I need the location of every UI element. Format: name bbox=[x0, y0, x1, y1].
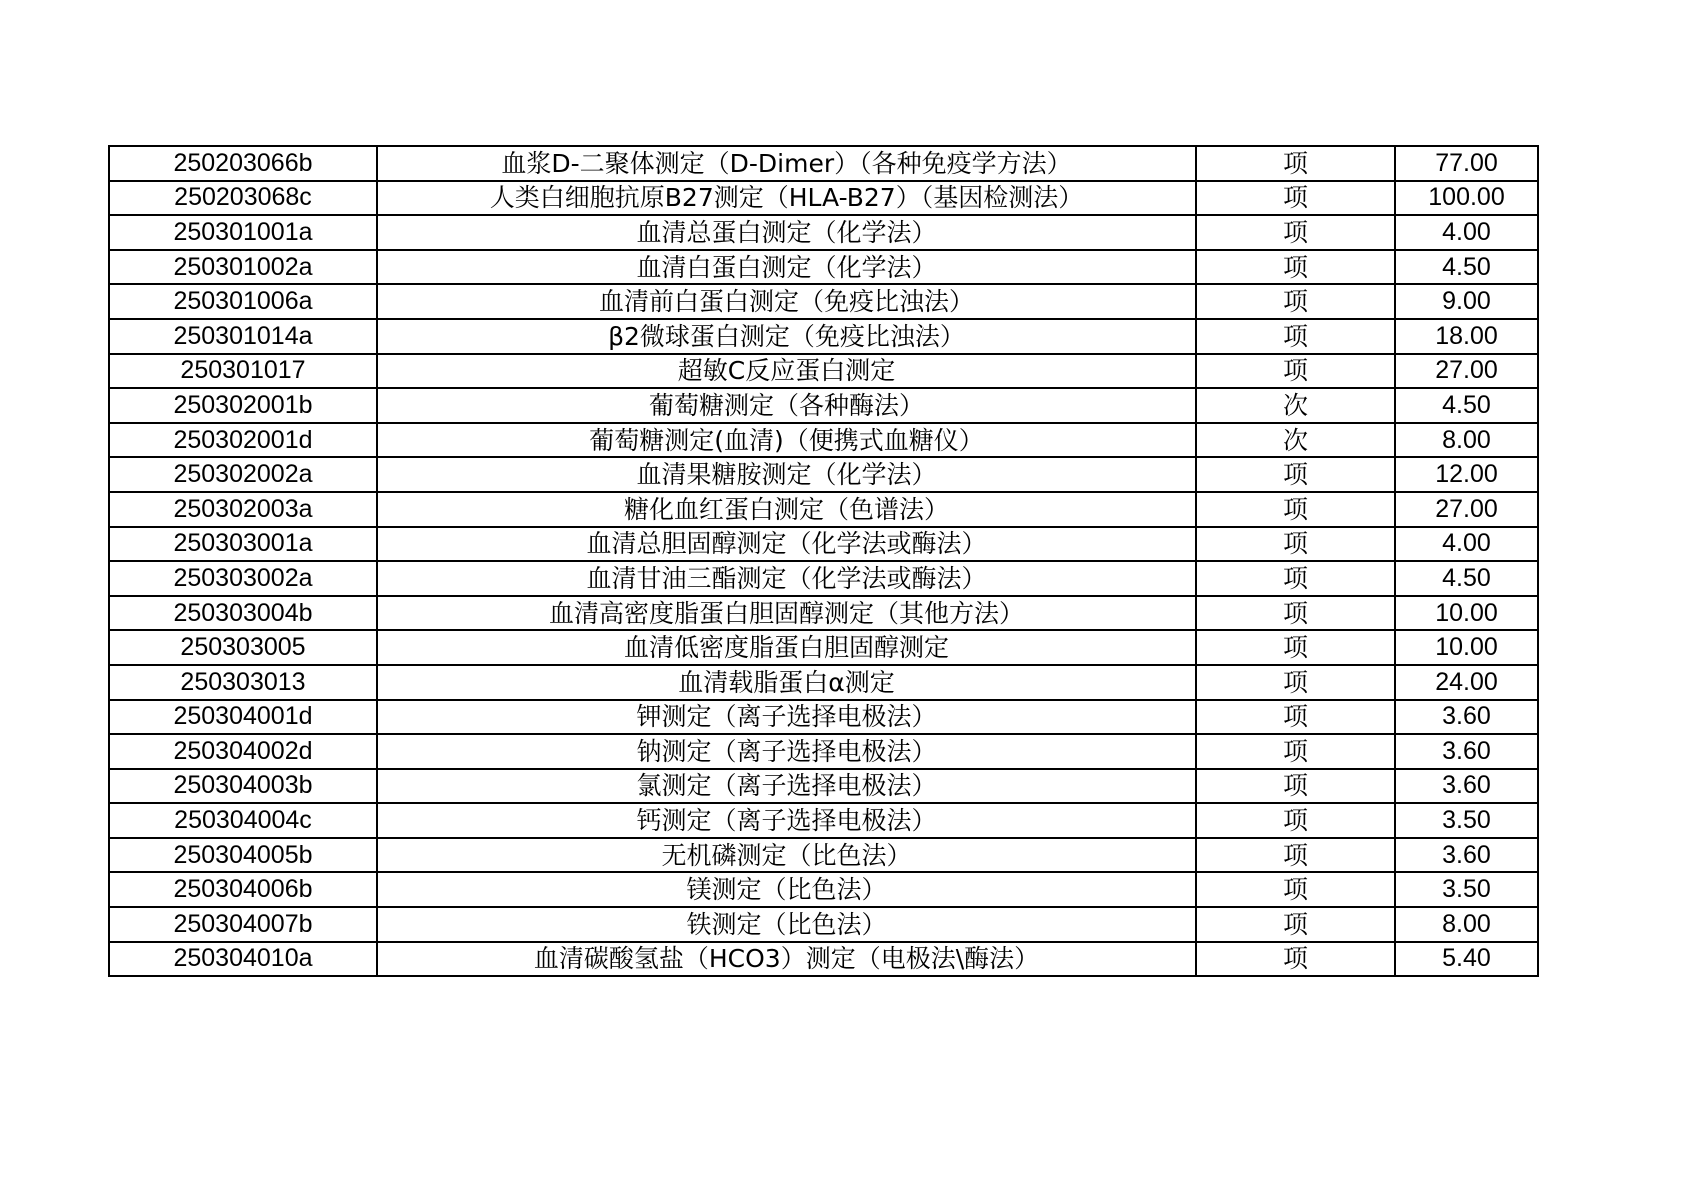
table-row bbox=[109, 250, 1538, 285]
item-price-cell: 3.60 bbox=[1395, 700, 1538, 735]
item-name-cell: 人类白细胞抗原B27测定（HLA-B27）（基因检测法） bbox=[377, 181, 1196, 216]
table-row bbox=[109, 596, 1538, 631]
item-code-cell: 250301001a bbox=[109, 215, 377, 250]
item-unit-cell: 次 bbox=[1196, 423, 1395, 458]
item-name-cell: 血清前白蛋白测定（免疫比浊法） bbox=[377, 284, 1196, 319]
item-code-cell: 250303013 bbox=[109, 665, 377, 700]
item-price-cell: 3.60 bbox=[1395, 769, 1538, 804]
item-name-cell: 血清甘油三酯测定（化学法或酶法） bbox=[377, 561, 1196, 596]
table-row bbox=[109, 319, 1538, 354]
table-row bbox=[109, 457, 1538, 492]
table-row bbox=[109, 561, 1538, 596]
item-name-cell: 葡萄糖测定(血清)（便携式血糖仪） bbox=[377, 423, 1196, 458]
item-unit-cell: 项 bbox=[1196, 181, 1395, 216]
item-price-cell: 9.00 bbox=[1395, 284, 1538, 319]
item-code-cell: 250203068c bbox=[109, 181, 377, 216]
item-name-cell: 无机磷测定（比色法） bbox=[377, 838, 1196, 873]
item-price-cell: 5.40 bbox=[1395, 942, 1538, 977]
item-unit-cell: 项 bbox=[1196, 319, 1395, 354]
item-price-cell: 10.00 bbox=[1395, 596, 1538, 631]
table-row bbox=[109, 769, 1538, 804]
item-code-cell: 250304003b bbox=[109, 769, 377, 804]
item-code-cell: 250303004b bbox=[109, 596, 377, 631]
item-code-cell: 250301006a bbox=[109, 284, 377, 319]
item-unit-cell: 项 bbox=[1196, 354, 1395, 389]
item-unit-cell: 项 bbox=[1196, 872, 1395, 907]
item-name-cell: 血清总蛋白测定（化学法） bbox=[377, 215, 1196, 250]
item-price-cell: 4.50 bbox=[1395, 388, 1538, 423]
item-unit-cell: 项 bbox=[1196, 665, 1395, 700]
table-row bbox=[109, 803, 1538, 838]
item-name-cell: 血清果糖胺测定（化学法） bbox=[377, 457, 1196, 492]
item-unit-cell: 项 bbox=[1196, 769, 1395, 804]
item-name-cell: β2微球蛋白测定（免疫比浊法） bbox=[377, 319, 1196, 354]
item-unit-cell: 项 bbox=[1196, 284, 1395, 319]
table-row bbox=[109, 907, 1538, 942]
item-code-cell: 250302001b bbox=[109, 388, 377, 423]
item-code-cell: 250302003a bbox=[109, 492, 377, 527]
item-price-cell: 3.50 bbox=[1395, 872, 1538, 907]
item-name-cell: 血清白蛋白测定（化学法） bbox=[377, 250, 1196, 285]
table-row bbox=[109, 354, 1538, 389]
table-body bbox=[109, 146, 1538, 976]
item-code-cell: 250303005 bbox=[109, 630, 377, 665]
table-row bbox=[109, 700, 1538, 735]
item-unit-cell: 项 bbox=[1196, 907, 1395, 942]
item-code-cell: 250304001d bbox=[109, 700, 377, 735]
item-code-cell: 250303002a bbox=[109, 561, 377, 596]
item-price-cell: 4.50 bbox=[1395, 250, 1538, 285]
item-name-cell: 血清总胆固醇测定（化学法或酶法） bbox=[377, 527, 1196, 562]
item-code-cell: 250301002a bbox=[109, 250, 377, 285]
item-code-cell: 250303001a bbox=[109, 527, 377, 562]
item-name-cell: 氯测定（离子选择电极法） bbox=[377, 769, 1196, 804]
item-code-cell: 250302002a bbox=[109, 457, 377, 492]
item-name-cell: 血清高密度脂蛋白胆固醇测定（其他方法） bbox=[377, 596, 1196, 631]
item-unit-cell: 项 bbox=[1196, 596, 1395, 631]
table-row bbox=[109, 838, 1538, 873]
item-name-cell: 超敏C反应蛋白测定 bbox=[377, 354, 1196, 389]
item-unit-cell: 次 bbox=[1196, 388, 1395, 423]
item-code-cell: 250304002d bbox=[109, 734, 377, 769]
item-code-cell: 250301014a bbox=[109, 319, 377, 354]
item-price-cell: 100.00 bbox=[1395, 181, 1538, 216]
item-price-cell: 3.50 bbox=[1395, 803, 1538, 838]
table-row bbox=[109, 146, 1538, 181]
item-unit-cell: 项 bbox=[1196, 630, 1395, 665]
item-code-cell: 250304004c bbox=[109, 803, 377, 838]
item-price-cell: 27.00 bbox=[1395, 492, 1538, 527]
item-price-cell: 4.00 bbox=[1395, 215, 1538, 250]
item-price-cell: 8.00 bbox=[1395, 423, 1538, 458]
item-price-cell: 10.00 bbox=[1395, 630, 1538, 665]
table-row bbox=[109, 527, 1538, 562]
item-name-cell: 钙测定（离子选择电极法） bbox=[377, 803, 1196, 838]
table-row bbox=[109, 665, 1538, 700]
item-code-cell: 250302001d bbox=[109, 423, 377, 458]
item-name-cell: 血清碳酸氢盐（HCO3）测定（电极法\酶法） bbox=[377, 942, 1196, 977]
item-unit-cell: 项 bbox=[1196, 700, 1395, 735]
item-price-cell: 18.00 bbox=[1395, 319, 1538, 354]
price-table bbox=[108, 145, 1539, 977]
table-row bbox=[109, 181, 1538, 216]
item-code-cell: 250301017 bbox=[109, 354, 377, 389]
item-unit-cell: 项 bbox=[1196, 492, 1395, 527]
item-name-cell: 血清载脂蛋白α测定 bbox=[377, 665, 1196, 700]
item-price-cell: 4.00 bbox=[1395, 527, 1538, 562]
table-row bbox=[109, 630, 1538, 665]
item-code-cell: 250203066b bbox=[109, 146, 377, 181]
table-row bbox=[109, 215, 1538, 250]
item-name-cell: 镁测定（比色法） bbox=[377, 872, 1196, 907]
item-code-cell: 250304005b bbox=[109, 838, 377, 873]
table-row bbox=[109, 423, 1538, 458]
item-price-cell: 8.00 bbox=[1395, 907, 1538, 942]
item-unit-cell: 项 bbox=[1196, 561, 1395, 596]
item-name-cell: 血清低密度脂蛋白胆固醇测定 bbox=[377, 630, 1196, 665]
table-row bbox=[109, 388, 1538, 423]
item-code-cell: 250304007b bbox=[109, 907, 377, 942]
item-unit-cell: 项 bbox=[1196, 942, 1395, 977]
table-row bbox=[109, 872, 1538, 907]
item-price-cell: 3.60 bbox=[1395, 734, 1538, 769]
item-unit-cell: 项 bbox=[1196, 457, 1395, 492]
item-unit-cell: 项 bbox=[1196, 527, 1395, 562]
table-row bbox=[109, 284, 1538, 319]
item-code-cell: 250304006b bbox=[109, 872, 377, 907]
item-unit-cell: 项 bbox=[1196, 803, 1395, 838]
table-row bbox=[109, 492, 1538, 527]
item-name-cell: 葡萄糖测定（各种酶法） bbox=[377, 388, 1196, 423]
table-row bbox=[109, 734, 1538, 769]
table-row bbox=[109, 942, 1538, 977]
item-unit-cell: 项 bbox=[1196, 146, 1395, 181]
item-price-cell: 4.50 bbox=[1395, 561, 1538, 596]
item-unit-cell: 项 bbox=[1196, 838, 1395, 873]
item-unit-cell: 项 bbox=[1196, 734, 1395, 769]
item-name-cell: 钾测定（离子选择电极法） bbox=[377, 700, 1196, 735]
item-code-cell: 250304010a bbox=[109, 942, 377, 977]
item-name-cell: 血浆D-二聚体测定（D-Dimer）（各种免疫学方法） bbox=[377, 146, 1196, 181]
item-price-cell: 77.00 bbox=[1395, 146, 1538, 181]
item-unit-cell: 项 bbox=[1196, 250, 1395, 285]
item-name-cell: 钠测定（离子选择电极法） bbox=[377, 734, 1196, 769]
item-price-cell: 12.00 bbox=[1395, 457, 1538, 492]
item-price-cell: 24.00 bbox=[1395, 665, 1538, 700]
item-name-cell: 糖化血红蛋白测定（色谱法） bbox=[377, 492, 1196, 527]
item-unit-cell: 项 bbox=[1196, 215, 1395, 250]
item-price-cell: 27.00 bbox=[1395, 354, 1538, 389]
item-name-cell: 铁测定（比色法） bbox=[377, 907, 1196, 942]
item-price-cell: 3.60 bbox=[1395, 838, 1538, 873]
